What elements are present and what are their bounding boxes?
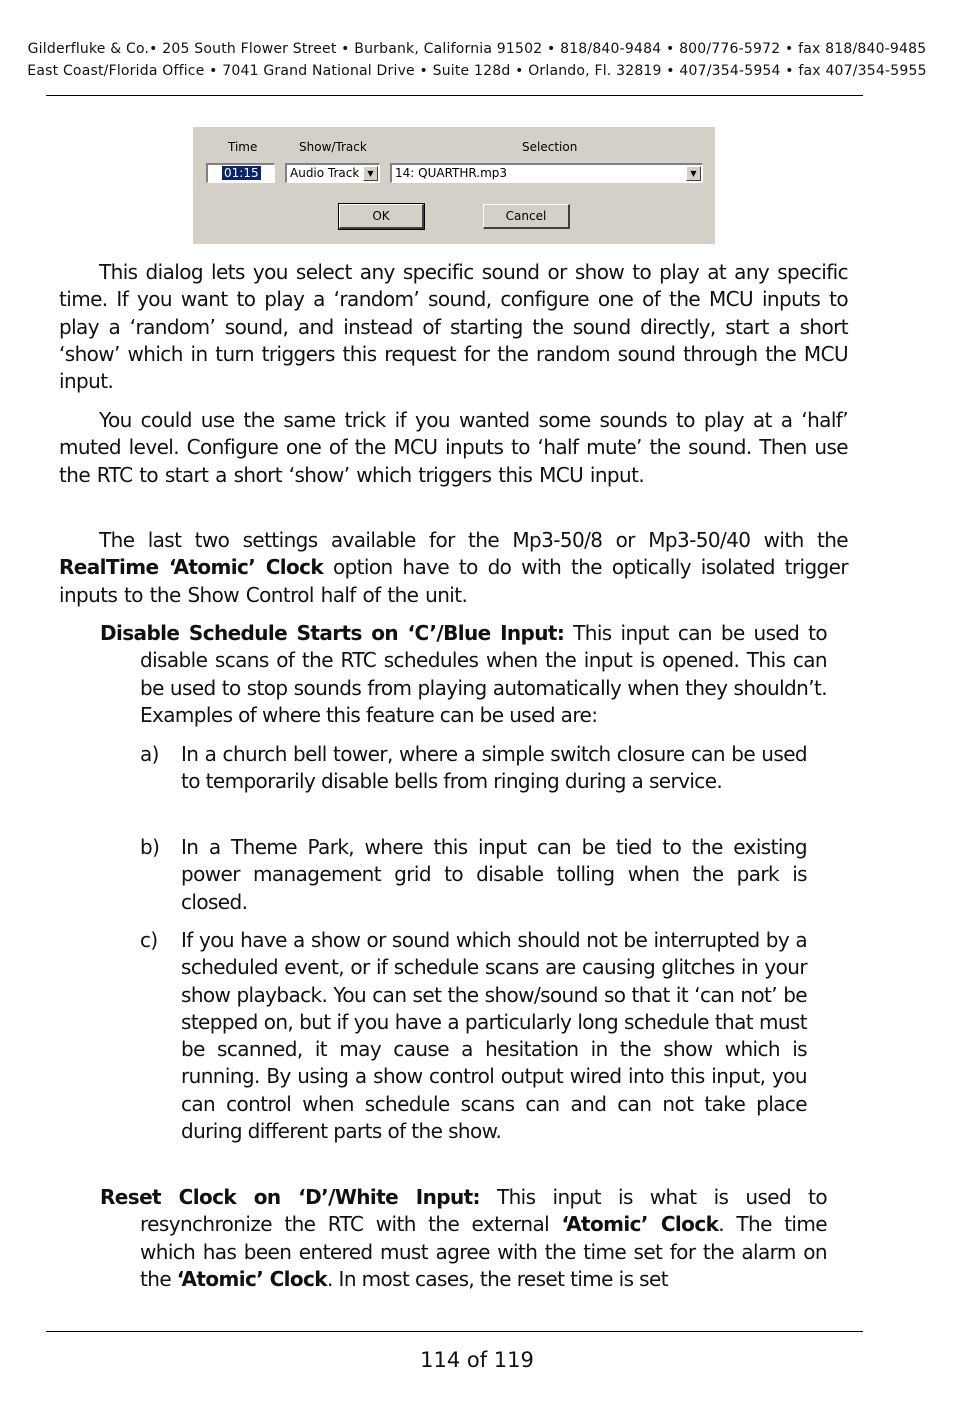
show-track-select[interactable] <box>285 163 380 183</box>
list-item-text: If you have a show or sound which should not be interrupted by a scheduled event, or if schedule scans are causing glitches in your show playback. You can set the show/sound so that it ‘can not’ be stepped on, but if you have a particularly long schedule that must be scanned, it may cause a hesitation in the show which is running. By using a show control output wired into this input, you can control when schedule scans can and can not take place during different parts of the show. <box>181 928 807 1144</box>
show-track-value: Audio Track <box>290 166 360 180</box>
header-address-line-2: East Coast/Florida Office • 7041 Grand National Drive • Suite 128d • Orlando, Fl. 32819 • 407/354-5954 • fax 407/354-5955 <box>27 63 927 79</box>
list-item-text: In a Theme Park, where this input can be tied to the existing power management grid to disable tolling when the park is closed. <box>181 835 807 914</box>
definition-term: Reset Clock on ‘D’/White Input: <box>100 1185 480 1209</box>
definition-term: Disable Schedule Starts on ‘C’/Blue Input: <box>100 621 565 645</box>
definition-text: . In most cases, the reset time is set <box>327 1266 668 1291</box>
header-rule <box>46 95 863 96</box>
list-item-label: b) <box>140 835 160 859</box>
chevron-down-icon[interactable]: ▼ <box>363 166 378 181</box>
chevron-down-icon[interactable]: ▼ <box>686 166 701 181</box>
selection-select[interactable] <box>390 163 703 183</box>
definition-reset-clock <box>100 1184 827 1293</box>
definition-text: This input is what is used to resynchronize the RTC with the external <box>140 1185 827 1237</box>
paragraph-text: The last two settings available for the Mp3-50/8 or Mp3-50/40 with the <box>99 528 848 552</box>
ok-button[interactable]: OK <box>339 204 424 229</box>
list-item-text: In a church bell tower, where a simple switch closure can be used to temporarily disable bells from ringing during a service. <box>181 742 807 794</box>
paragraph-last-settings <box>59 527 848 609</box>
cancel-button[interactable]: Cancel <box>483 204 570 229</box>
list-item-label: a) <box>140 742 159 766</box>
schedule-dialog <box>193 127 715 244</box>
definition-text: This input can be used to disable scans of the RTC schedules when the input is opened. This can be used to stop sounds from playing automatically when they shouldn’t. Examples of where this feature can be used are: <box>140 621 827 727</box>
paragraph-text: option have to do with the optically isolated trigger inputs to the Show Control half of the unit. <box>59 555 848 607</box>
paragraph-half-mute: You could use the same trick if you wanted some sounds to play at a ‘half’ muted level. Configure one of the MCU inputs to ‘half mute’ the sound. Then use the RTC to start a short ‘show’ which triggers this MCU input. <box>59 408 848 487</box>
definition-disable-schedule <box>100 620 827 729</box>
time-input[interactable] <box>206 163 275 183</box>
show-track-label: Show/Track <box>299 140 367 154</box>
bold-term: RealTime ‘Atomic’ Clock <box>59 555 324 580</box>
definition-text: . The time which has been entered must agree with the time set for the alarm on the <box>140 1212 827 1291</box>
list-item <box>140 927 807 1145</box>
time-label: Time <box>228 140 258 154</box>
page-number: 114 of 119 <box>420 1348 534 1372</box>
selection-label: Selection <box>522 140 578 154</box>
list-item <box>140 741 807 796</box>
selection-value: 14: QUARTHR.mp3 <box>395 166 508 180</box>
list-item <box>140 834 807 916</box>
bold-term: ‘Atomic’ Clock <box>176 1266 328 1291</box>
header-address-line-1: Gilderfluke & Co.• 205 South Flower Street • Burbank, California 91502 • 818/840-9484 • 800/776-5972 • fax 818/840-9485 <box>27 41 927 57</box>
paragraph-random-sound: This dialog lets you select any specific sound or show to play at any specific time. If you want to play a ‘random’ sound, configure one of the MCU inputs to play a ‘random’ sound, and instead of starting the sound directly, start a short ‘show’ which in turn triggers this request for the random sound through the MCU input. <box>59 260 848 394</box>
bold-term: ‘Atomic’ Clock <box>561 1212 719 1237</box>
time-value: 01:15 <box>224 166 259 180</box>
footer-rule <box>46 1331 863 1332</box>
list-item-label: c) <box>140 928 158 952</box>
